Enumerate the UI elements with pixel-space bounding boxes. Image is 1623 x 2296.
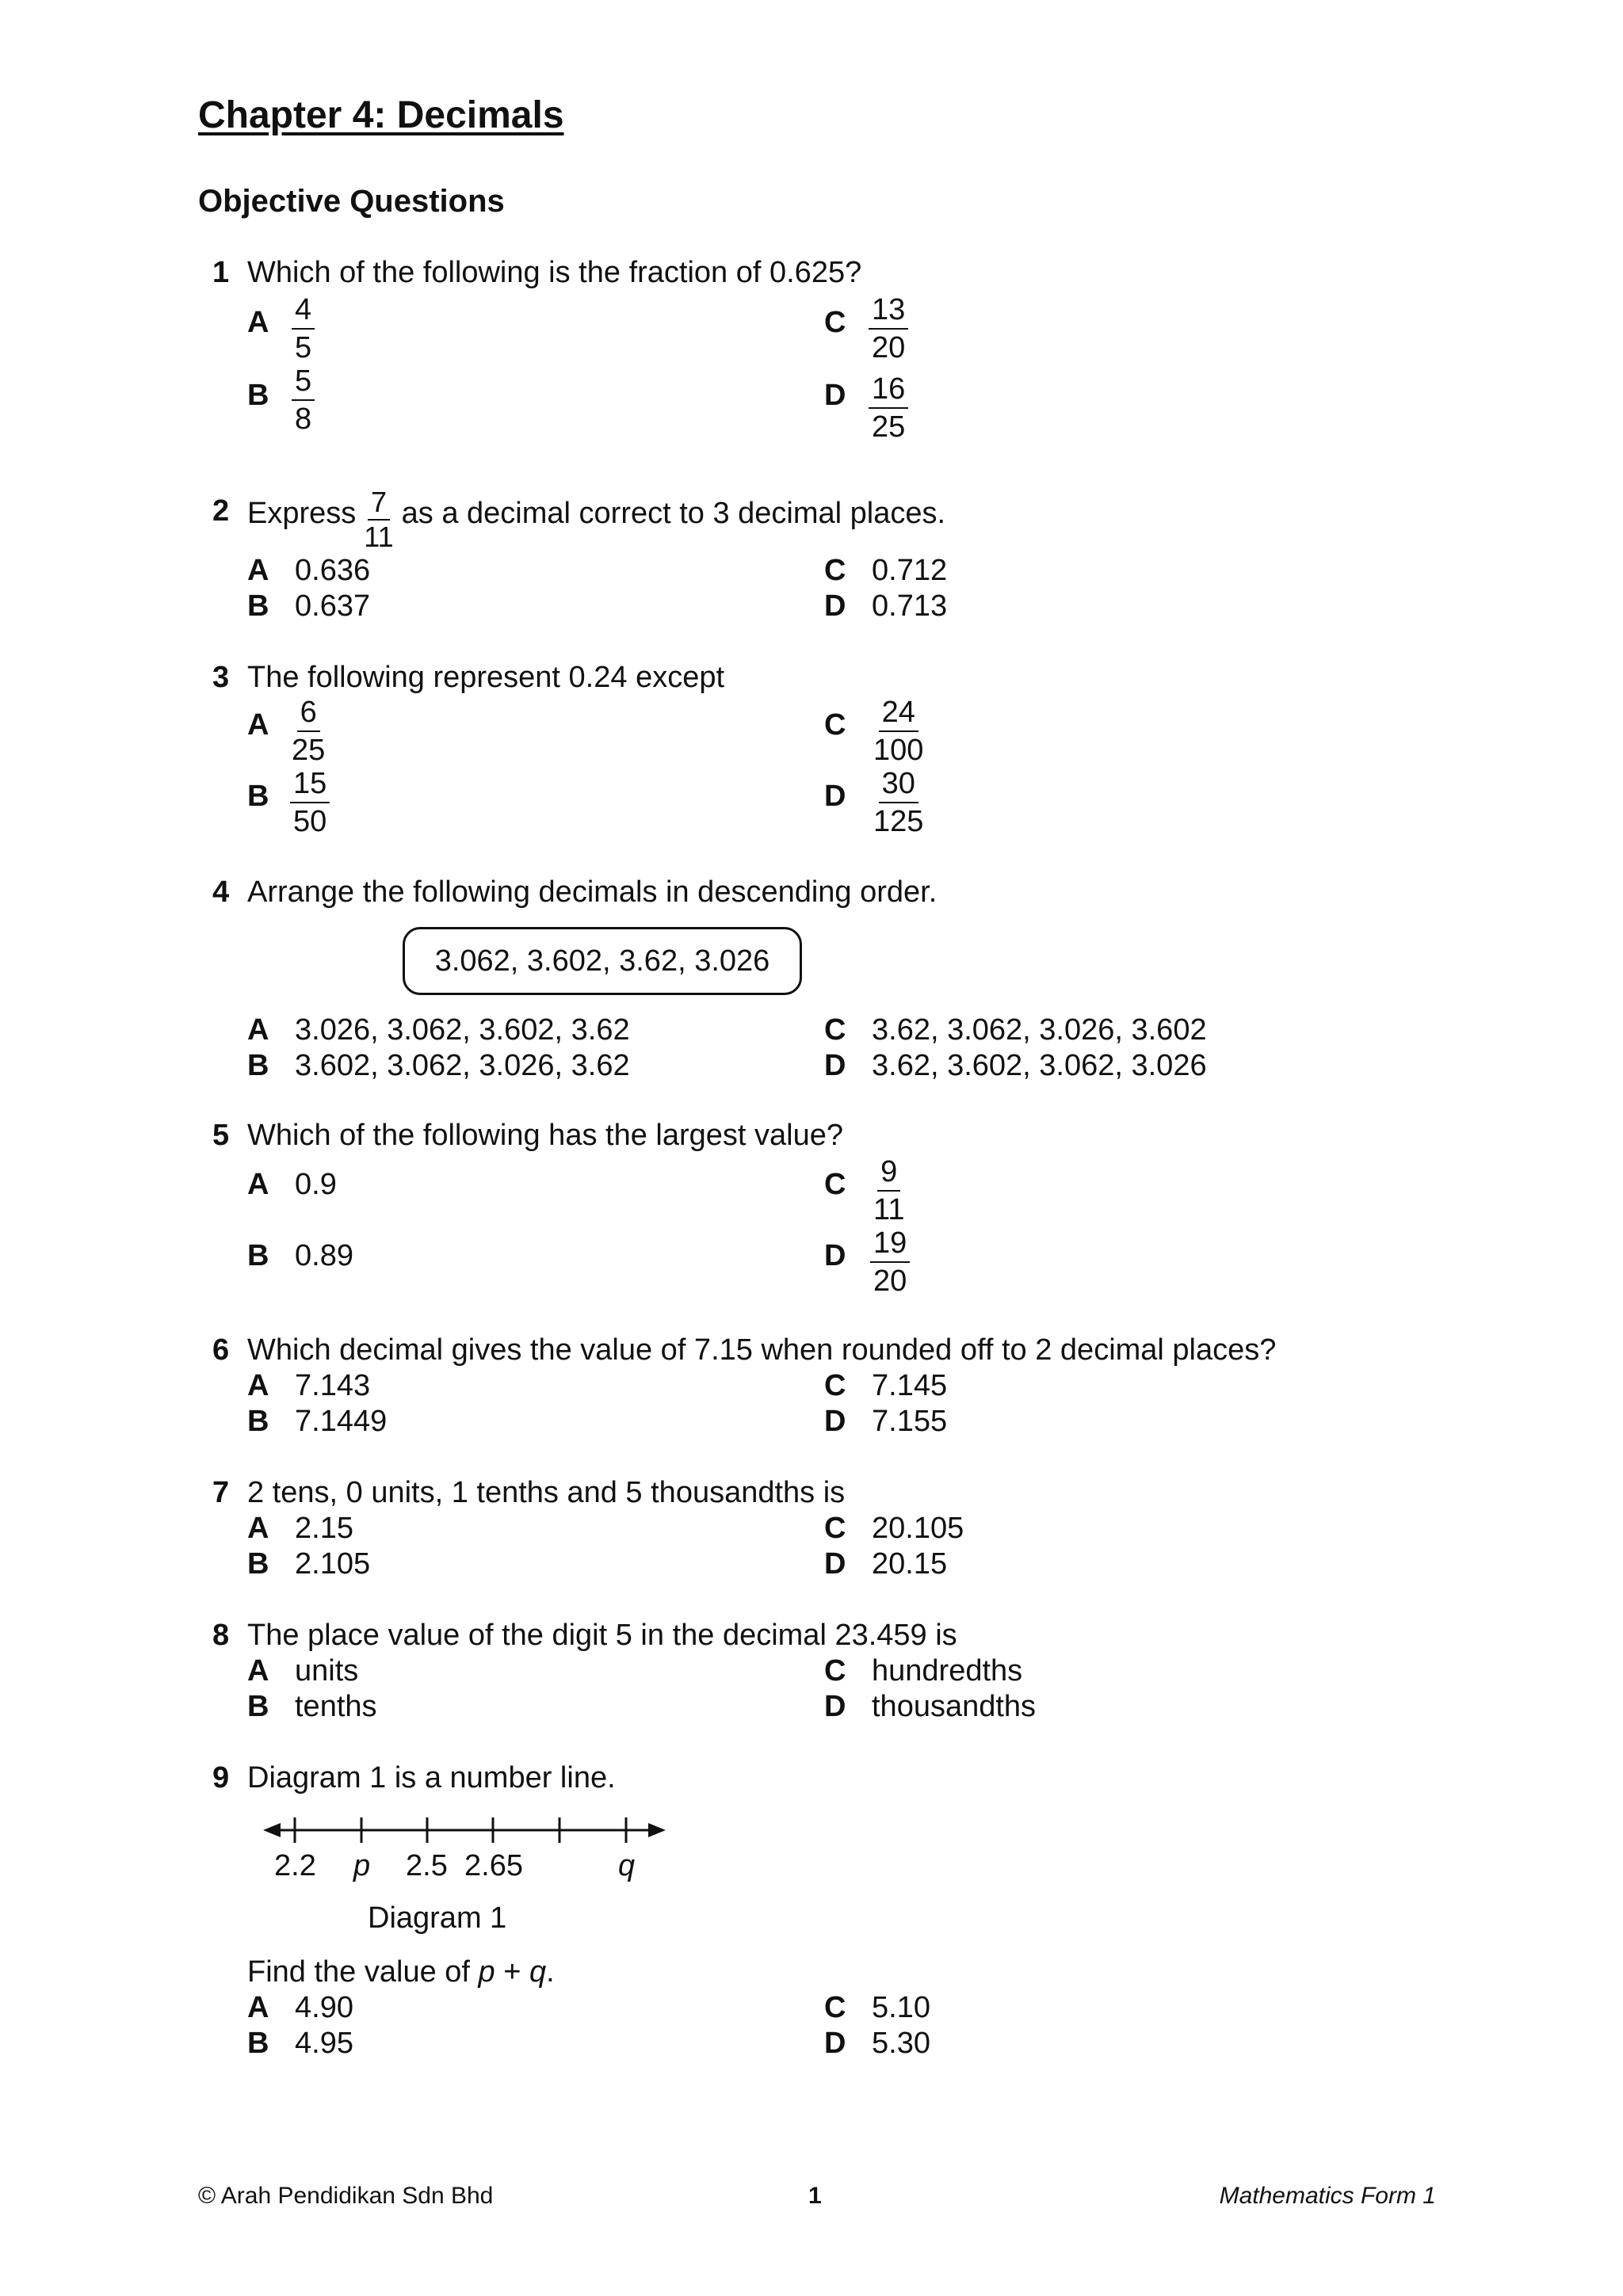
question-number: 8 [212, 1619, 230, 1652]
option-text: 3.62, 3.602, 3.062, 3.026 [872, 1049, 1207, 1082]
option-text: 0.636 [295, 554, 371, 587]
option-letter: C [824, 1168, 846, 1201]
variable-q: q [529, 1955, 547, 1989]
option-letter: C [824, 306, 846, 339]
question-fraction [361, 488, 396, 551]
question-number: 2 [212, 494, 230, 528]
question-text-after: as a decimal correct to 3 decimal places. [401, 497, 946, 531]
option-text: 4.95 [295, 2027, 353, 2060]
numerator: 6 [297, 697, 320, 732]
question-text [247, 483, 946, 553]
numerator: 15 [290, 769, 330, 803]
option-letter: D [824, 780, 846, 813]
number-line-label: 2.2 [274, 1849, 316, 1882]
option-text: tenths [295, 1690, 377, 1723]
number-line [262, 1813, 674, 1844]
denominator: 125 [873, 805, 924, 838]
denominator: 25 [292, 734, 326, 767]
option-letter: D [824, 379, 846, 412]
option-letter: D [824, 1049, 846, 1082]
denominator: 100 [873, 734, 924, 767]
numerator: 24 [879, 697, 918, 732]
denominator: 11 [364, 521, 394, 553]
question-text-before: Express [247, 497, 357, 531]
option-letter: B [247, 379, 269, 412]
option-text: 4.90 [295, 1991, 353, 2024]
decimals-box: 3.062, 3.602, 3.62, 3.026 [403, 927, 802, 995]
option-text: 7.1449 [295, 1405, 388, 1438]
question-text: The place value of the digit 5 in the decimal 23.459 is [247, 1619, 957, 1652]
question-text: Which of the following is the fraction of 0.625? [247, 256, 862, 289]
option-letter: B [247, 1239, 269, 1272]
numerator: 7 [368, 488, 390, 521]
numerator: 13 [869, 295, 908, 330]
denominator: 11 [873, 1193, 905, 1226]
option-text: 7.143 [295, 1369, 371, 1402]
question-number: 3 [212, 661, 230, 694]
option-letter: B [247, 780, 269, 813]
option-letter: D [824, 1405, 846, 1438]
question-number: 1 [212, 256, 230, 289]
number-line-label: p [353, 1849, 371, 1882]
option-text: 0.712 [872, 554, 948, 587]
option-fraction [869, 374, 908, 442]
option-letter: B [247, 589, 269, 623]
option-letter: D [824, 1690, 846, 1723]
numerator: 5 [292, 366, 315, 401]
question-text: Diagram 1 is a number line. [247, 1761, 616, 1794]
option-fraction [288, 697, 328, 765]
option-letter: D [824, 1239, 846, 1272]
option-letter: C [824, 1991, 846, 2024]
option-letter: A [247, 554, 269, 587]
option-letter: A [247, 1369, 269, 1402]
option-text: 7.145 [872, 1369, 948, 1402]
numerator: 4 [292, 295, 315, 330]
numerator: 30 [879, 769, 918, 803]
number-line-label: q [618, 1849, 636, 1882]
option-text: units [295, 1654, 359, 1688]
option-letter: B [247, 1547, 269, 1581]
plus-sign: + [495, 1955, 529, 1989]
option-letter: D [824, 589, 846, 623]
question-number: 5 [212, 1119, 230, 1152]
option-fraction [870, 1157, 907, 1225]
section-title: Objective Questions [198, 184, 505, 219]
option-letter: C [824, 708, 846, 742]
question-number: 7 [212, 1476, 230, 1509]
option-text: 5.10 [872, 1991, 930, 2024]
option-text: 20.15 [872, 1547, 948, 1581]
prompt-end: . [546, 1955, 555, 1989]
option-text: 3.62, 3.062, 3.026, 3.602 [872, 1013, 1207, 1047]
option-letter: A [247, 1512, 269, 1545]
arrow-right-icon [648, 1823, 666, 1837]
option-text: 7.155 [872, 1405, 948, 1438]
prompt-text: Find the value of [247, 1955, 470, 1989]
option-text: thousandths [872, 1690, 1037, 1723]
question-number: 4 [212, 875, 230, 909]
chapter-title: Chapter 4: Decimals [198, 94, 564, 136]
option-letter: A [247, 1991, 269, 2024]
option-letter: C [824, 1654, 846, 1688]
variable-p: p [478, 1955, 495, 1989]
denominator: 20 [872, 331, 906, 364]
option-letter: B [247, 1049, 269, 1082]
numerator: 9 [877, 1157, 900, 1192]
option-letter: C [824, 554, 846, 587]
option-text: 5.30 [872, 2027, 930, 2060]
option-letter: A [247, 1654, 269, 1688]
denominator: 50 [293, 805, 327, 838]
option-fraction [290, 769, 330, 837]
option-fraction [870, 1228, 910, 1296]
question-prompt [247, 1955, 555, 1989]
option-fraction [869, 295, 908, 363]
option-fraction [870, 697, 926, 765]
option-letter: C [824, 1013, 846, 1047]
number-line-label: 2.65 [464, 1849, 523, 1882]
option-text: 0.637 [295, 589, 371, 623]
footer-book-title: Mathematics Form 1 [1219, 2183, 1436, 2209]
option-text: 0.713 [872, 589, 948, 623]
option-fraction [870, 769, 926, 837]
option-letter: C [824, 1512, 846, 1545]
question-text: The following represent 0.24 except [247, 661, 725, 694]
numerator: 16 [869, 374, 908, 409]
option-letter: A [247, 1013, 269, 1047]
option-letter: B [247, 1690, 269, 1723]
option-text: 2.15 [295, 1512, 353, 1545]
option-letter: B [247, 2027, 269, 2060]
option-text: 3.026, 3.062, 3.602, 3.62 [295, 1013, 630, 1047]
option-letter: B [247, 1405, 269, 1438]
question-number: 6 [212, 1333, 230, 1367]
option-letter: C [824, 1369, 846, 1402]
footer-copyright: © Arah Pendidikan Sdn Bhd [198, 2183, 494, 2209]
denominator: 20 [873, 1264, 907, 1298]
option-fraction [292, 295, 315, 363]
option-text: 0.89 [295, 1239, 353, 1272]
question-text: 2 tens, 0 units, 1 tenths and 5 thousandths is [247, 1476, 846, 1509]
option-letter: A [247, 306, 269, 339]
option-letter: D [824, 1547, 846, 1581]
question-text: Which of the following has the largest value? [247, 1119, 843, 1152]
denominator: 5 [295, 331, 312, 364]
denominator: 8 [295, 402, 312, 436]
option-letter: A [247, 1168, 269, 1201]
question-text: Which decimal gives the value of 7.15 when rounded off to 2 decimal places? [247, 1333, 1277, 1367]
numerator: 19 [870, 1228, 910, 1263]
option-letter: A [247, 708, 269, 742]
number-line-label: 2.5 [406, 1849, 448, 1882]
question-text: Arrange the following decimals in descending order. [247, 875, 938, 909]
question-number: 9 [212, 1761, 230, 1794]
option-fraction [292, 366, 315, 434]
diagram-caption: Diagram 1 [368, 1901, 507, 1935]
page-number: 1 [808, 2183, 822, 2209]
option-text: 3.602, 3.062, 3.026, 3.62 [295, 1049, 630, 1082]
option-letter: D [824, 2027, 846, 2060]
option-text: 0.9 [295, 1168, 337, 1201]
option-text: hundredths [872, 1654, 1023, 1688]
option-text: 20.105 [872, 1512, 964, 1545]
arrow-left-icon [263, 1823, 281, 1837]
option-text: 2.105 [295, 1547, 371, 1581]
denominator: 25 [872, 410, 906, 444]
